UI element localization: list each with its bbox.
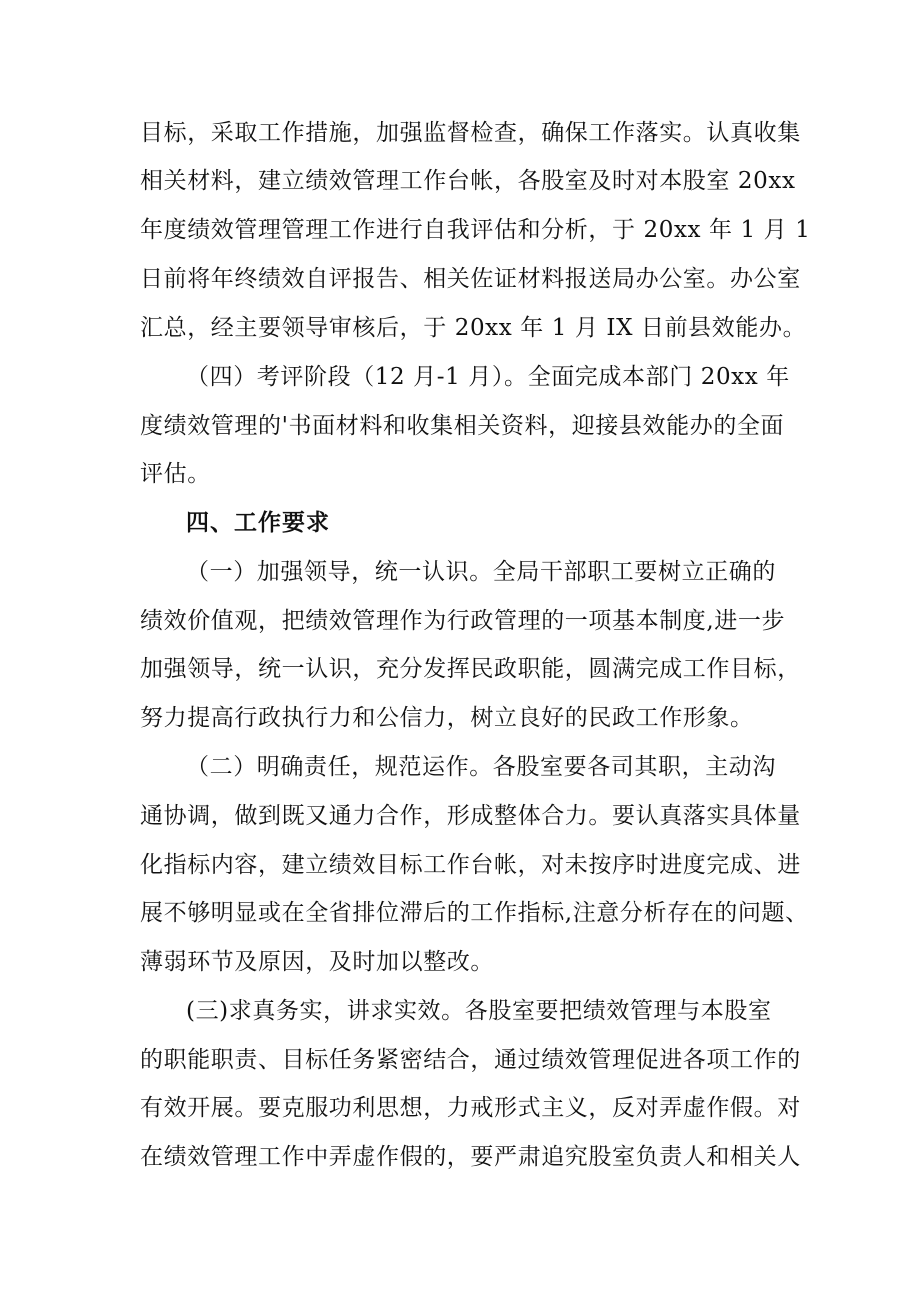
- paragraph-start-line: (三)求真务实，讲求实效。各股室要把绩效管理与本股室: [186, 998, 772, 1024]
- paragraph-start-line: （二）明确责任，规范运作。各股室要各司其职，主动沟: [186, 754, 776, 780]
- text-line: 的职能职责、目标任务紧密结合，通过绩效管理促进各项工作的: [140, 1047, 801, 1073]
- paragraph-start-line: （四）考评阶段（12 月-1 月）。全面完成本部门 20xx 年: [186, 364, 790, 390]
- text-line: 目标，采取工作措施，加强监督检查，确保工作落实。认真收集: [140, 120, 801, 146]
- text-line: 评估。: [140, 461, 211, 487]
- text-line: 在绩效管理工作中弄虚作假的，要严肃追究股室负责人和相关人: [140, 1144, 801, 1170]
- text-line: 化指标内容，建立绩效目标工作台帐，对未按序时进度完成、进: [140, 852, 801, 878]
- text-line: 有效开展。要克服功利思想，力戒形式主义，反对弄虚作假。对: [140, 1095, 801, 1121]
- text-line: 年度绩效管理管理工作进行自我评估和分析，于 20xx 年 1 月 1: [140, 217, 811, 243]
- text-line: 绩效价值观，把绩效管理作为行政管理的一项基本制度,进一步: [140, 608, 786, 634]
- text-line: 相关材料，建立绩效管理工作台帐，各股室及时对本股室 20xx: [140, 168, 796, 194]
- text-line: 度绩效管理的'书面材料和收集相关资料，迎接县效能办的全面: [140, 413, 785, 439]
- text-line: 薄弱环节及原因，及时加以整改。: [140, 949, 494, 975]
- text-line: 汇总，经主要领导审核后，于 20xx 年 1 月 IX 日前县效能办。: [140, 315, 807, 341]
- text-line: 通协调，做到既又通力合作，形成整体合力。要认真落实具体量: [140, 803, 801, 829]
- text-line: 加强领导，统一认识，充分发挥民政职能，圆满完成工作目标，: [140, 656, 801, 682]
- paragraph-start-line: （一）加强领导，统一认识。全局干部职工要树立正确的: [186, 559, 776, 585]
- text-line: 努力提高行政执行力和公信力，树立良好的民政工作形象。: [140, 705, 754, 731]
- section-heading: 四、工作要求: [186, 510, 330, 536]
- text-line: 展不够明显或在全省排位滞后的工作指标,注意分析存在的问题、: [140, 900, 809, 926]
- text-line: 日前将年终绩效自评报告、相关佐证材料报送局办公室。办公室: [140, 266, 801, 292]
